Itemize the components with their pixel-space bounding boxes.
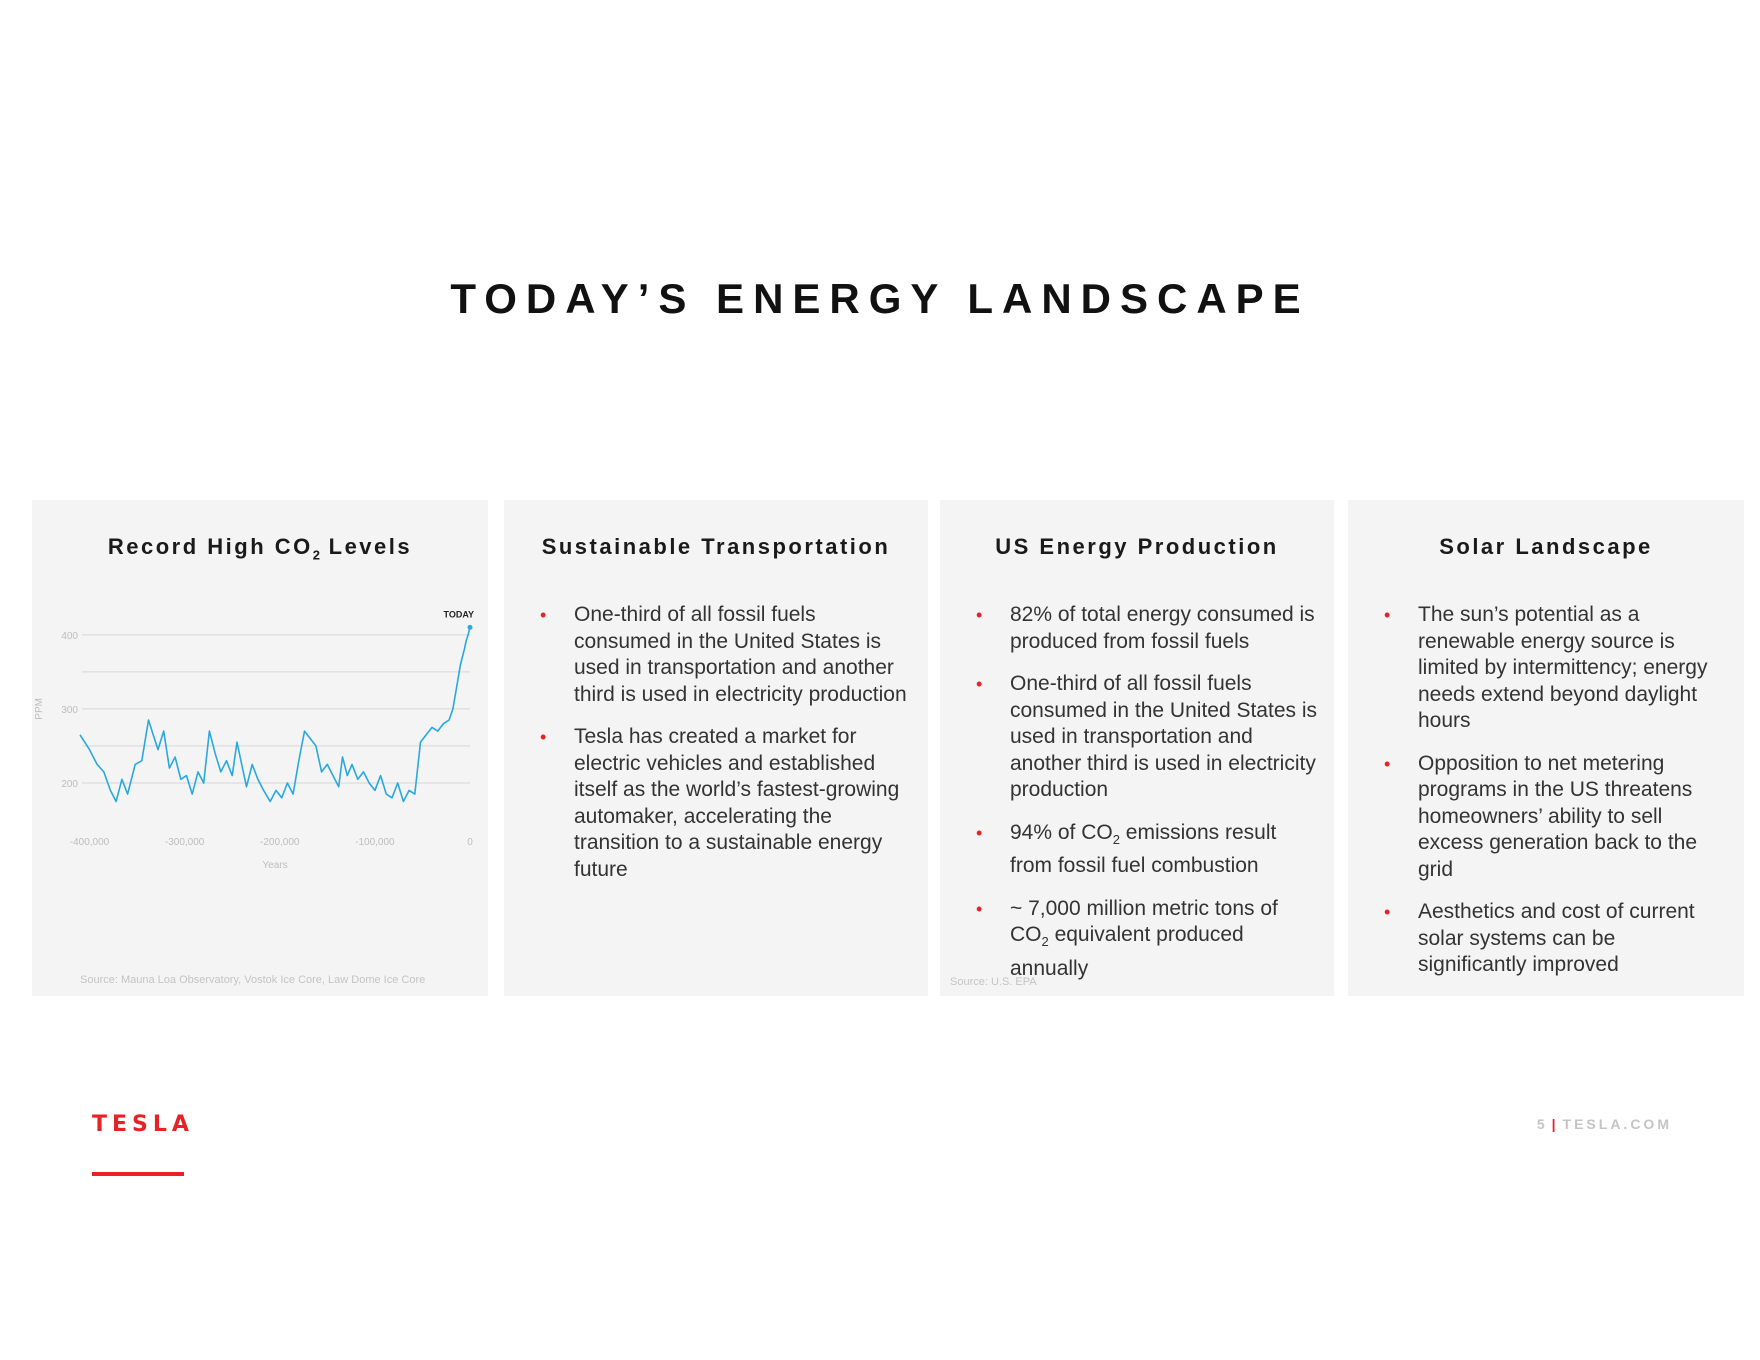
bullet-text: equivalent produced annually	[1010, 923, 1244, 980]
co2-series-line	[80, 627, 470, 801]
x-tick-label: -200,000	[260, 837, 300, 848]
logo-underline	[92, 1172, 184, 1176]
footer-site-link[interactable]: TESLA.COM	[1562, 1116, 1672, 1132]
list-item	[976, 896, 1318, 983]
bullet-sub: 2	[1112, 831, 1120, 847]
y-tick-label: 200	[61, 778, 78, 790]
bullet-icon: •	[1384, 902, 1391, 922]
y-tick-label: 300	[61, 704, 78, 716]
x-tick-label: 0	[467, 837, 473, 848]
footer-separator: |	[1551, 1116, 1559, 1132]
co2-title-sub: 2	[312, 547, 321, 563]
list-item	[1384, 899, 1728, 979]
list-item	[540, 724, 912, 883]
us-energy-source: Source: U.S. EPA	[950, 976, 1037, 988]
x-tick-label: -400,000	[69, 837, 110, 848]
today-annotation: TODAY	[443, 610, 474, 620]
bullet-icon: •	[976, 674, 983, 694]
bullet-icon: •	[976, 898, 983, 919]
bullet-text: One-third of all fossil fuels consumed in the United States is used in transportation and another third is used in electricity production	[1010, 672, 1318, 801]
solar-panel	[1348, 500, 1744, 996]
x-tick-label: -300,000	[164, 837, 205, 848]
bullet-icon: •	[976, 822, 983, 843]
co2-panel	[32, 500, 488, 996]
solar-panel-title: Solar Landscape	[1439, 534, 1653, 559]
bullet-text: 94% of CO	[1010, 820, 1113, 844]
co2-panel-title	[32, 534, 488, 562]
bullet-text: The sun’s potential as a renewable energy source is limited by intermittency; energy needs extend beyond daylight hours	[1418, 603, 1708, 732]
co2-chart	[32, 610, 488, 900]
bullet-text: One-third of all fossil fuels consumed in the United States is used in transportation and another third is used in electricity production	[574, 603, 907, 706]
transportation-panel	[504, 500, 928, 996]
us-energy-panel-title: US Energy Production	[995, 534, 1279, 559]
list-item	[540, 602, 912, 708]
list-item	[976, 820, 1318, 880]
x-axis-label: Years	[262, 860, 288, 871]
bullet-text: Aesthetics and cost of current solar systems can be significantly improved	[1418, 900, 1695, 976]
y-tick-label: 400	[61, 630, 78, 642]
transportation-panel-title: Sustainable Transportation	[541, 534, 891, 559]
co2-title-prefix: Record High CO	[107, 534, 313, 559]
bullet-text: 82% of total energy consumed is produced from fossil fuels	[1010, 603, 1315, 653]
today-point	[468, 625, 473, 630]
page-title: TODAY’S ENERGY LANDSCAPE	[450, 275, 1310, 322]
bullet-icon: •	[976, 605, 983, 625]
solar-bullets	[1384, 602, 1728, 995]
us-energy-panel	[940, 500, 1334, 996]
list-item	[976, 671, 1318, 804]
bullet-text: Tesla has created a market for electric vehicles and established itself as the world’s fastest-growing automaker, accelerating the transition to a sustainable energy future	[574, 725, 900, 881]
co2-title-suffix: Levels	[320, 534, 413, 559]
tesla-logo: TESLA	[92, 1112, 194, 1137]
bullet-text: emissions result from fossil fuel combustion	[1010, 820, 1277, 878]
bullet-icon: •	[1384, 753, 1391, 774]
co2-source: Source: Mauna Loa Observatory, Vostok Ice Core, Law Dome Ice Core	[80, 974, 426, 986]
bullet-icon: •	[1384, 605, 1391, 625]
page-footer	[1537, 1116, 1672, 1132]
bullet-sub: 2	[1041, 934, 1049, 950]
list-item	[1384, 602, 1728, 735]
transportation-bullets	[540, 602, 912, 899]
bullet-icon: •	[540, 605, 547, 625]
list-item	[976, 602, 1318, 655]
page-number: 5	[1536, 1116, 1548, 1132]
list-item	[1384, 751, 1728, 884]
bullet-icon: •	[540, 727, 547, 747]
bullet-text: Opposition to net metering programs in the US threatens homeowners’ ability to sell excess generation back to the grid	[1418, 751, 1698, 881]
y-axis-label: PPM	[34, 698, 45, 720]
x-tick-label: -100,000	[355, 837, 395, 848]
bullet-text: ~ 7,000 million metric tons of CO	[1010, 896, 1278, 947]
us-energy-bullets	[976, 602, 1318, 998]
